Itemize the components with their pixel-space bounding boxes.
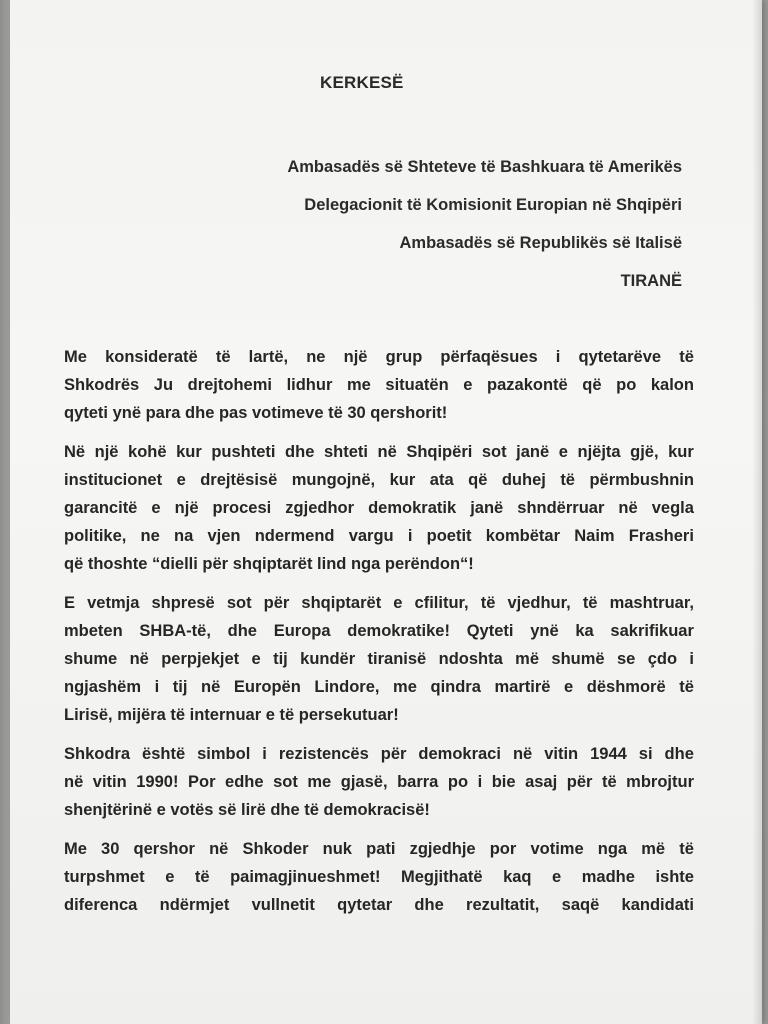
paragraph-line: Me konsideratë të lartë, ne një grup përfaqësues i qytetarëve të [64, 348, 694, 366]
addressee-line: Ambasadës së Shteteve të Bashkuara të Amerikës [287, 158, 682, 176]
paragraph-line: Me 30 qershor në Shkoder nuk pati zgjedhje por votime nga më të [64, 840, 694, 858]
paragraph [64, 438, 694, 578]
addressee-city: TIRANË [620, 272, 682, 290]
paragraph [64, 835, 694, 919]
paragraph-line: Lirisë, mijëra të internuar e të persekutuar! [64, 706, 399, 724]
paragraph-line: politike, ne na vjen ndermend vargu i poetit kombëtar Naim Frasheri [64, 527, 694, 545]
paragraph-line: garancitë e një procesi zgjedhor demokratik janë shndërruar në vegla [64, 499, 694, 517]
paragraph [64, 740, 694, 824]
paragraph-line: institucionet e drejtësisë mungojnë, kur ata që duhej të përmbushnin [64, 471, 694, 489]
paragraph-line: Shkodra është simbol i rezistencës për demokraci në vitin 1944 si dhe [64, 745, 694, 763]
paragraph-line: shenjtërinë e votës së lirë dhe të demokracisë! [64, 801, 430, 819]
paragraph-line: Shkodrës Ju drejtohemi lidhur me situatën e pazakontë që po kalon [64, 376, 694, 394]
paragraph-line: E vetmja shpresë sot për shqiptarët e cfilitur, të vjedhur, të mashtruar, [64, 594, 694, 612]
addressee-line: Delegacionit të Komisionit Europian në Shqipëri [304, 196, 682, 214]
paragraph-line: diferenca ndërmjet vullnetit qytetar dhe rezultatit, saqë kandidati [64, 896, 694, 914]
paragraph-line: shume në perpjekjet e tij kundër tiranisë ndoshta më shumë se çdo i [64, 650, 694, 668]
letter-body [64, 343, 694, 930]
addressee-block [162, 148, 682, 300]
paragraph-line: turpshmet e të paimagjinueshmet! Megjithatë kaq e madhe ishte [64, 868, 694, 886]
paragraph-line: qyteti ynë para dhe pas votimeve të 30 qershorit! [64, 404, 448, 422]
document-page [10, 0, 762, 1024]
paragraph-line: që thoshte “dielli për shqiptarët lind nga perëndon“! [64, 555, 474, 573]
paragraph-line: Në një kohë kur pushteti dhe shteti në Shqipëri sot janë e njëjta gjë, kur [64, 443, 694, 461]
document-title: KERKESË [320, 73, 404, 92]
addressee-line: Ambasadës së Republikës së Italisë [399, 234, 682, 252]
paragraph-line: në vitin 1990! Por edhe sot me gjasë, barra po i bie asaj për të mbrojtur [64, 773, 694, 791]
paragraph-line: ngjashëm i tij në Europën Lindore, me qindra martirë e dëshmorë të [64, 678, 694, 696]
paragraph [64, 589, 694, 729]
paragraph [64, 343, 694, 427]
paragraph-line: mbeten SHBA-të, dhe Europa demokratike! Qyteti ynë ka sakrifikuar [64, 622, 694, 640]
